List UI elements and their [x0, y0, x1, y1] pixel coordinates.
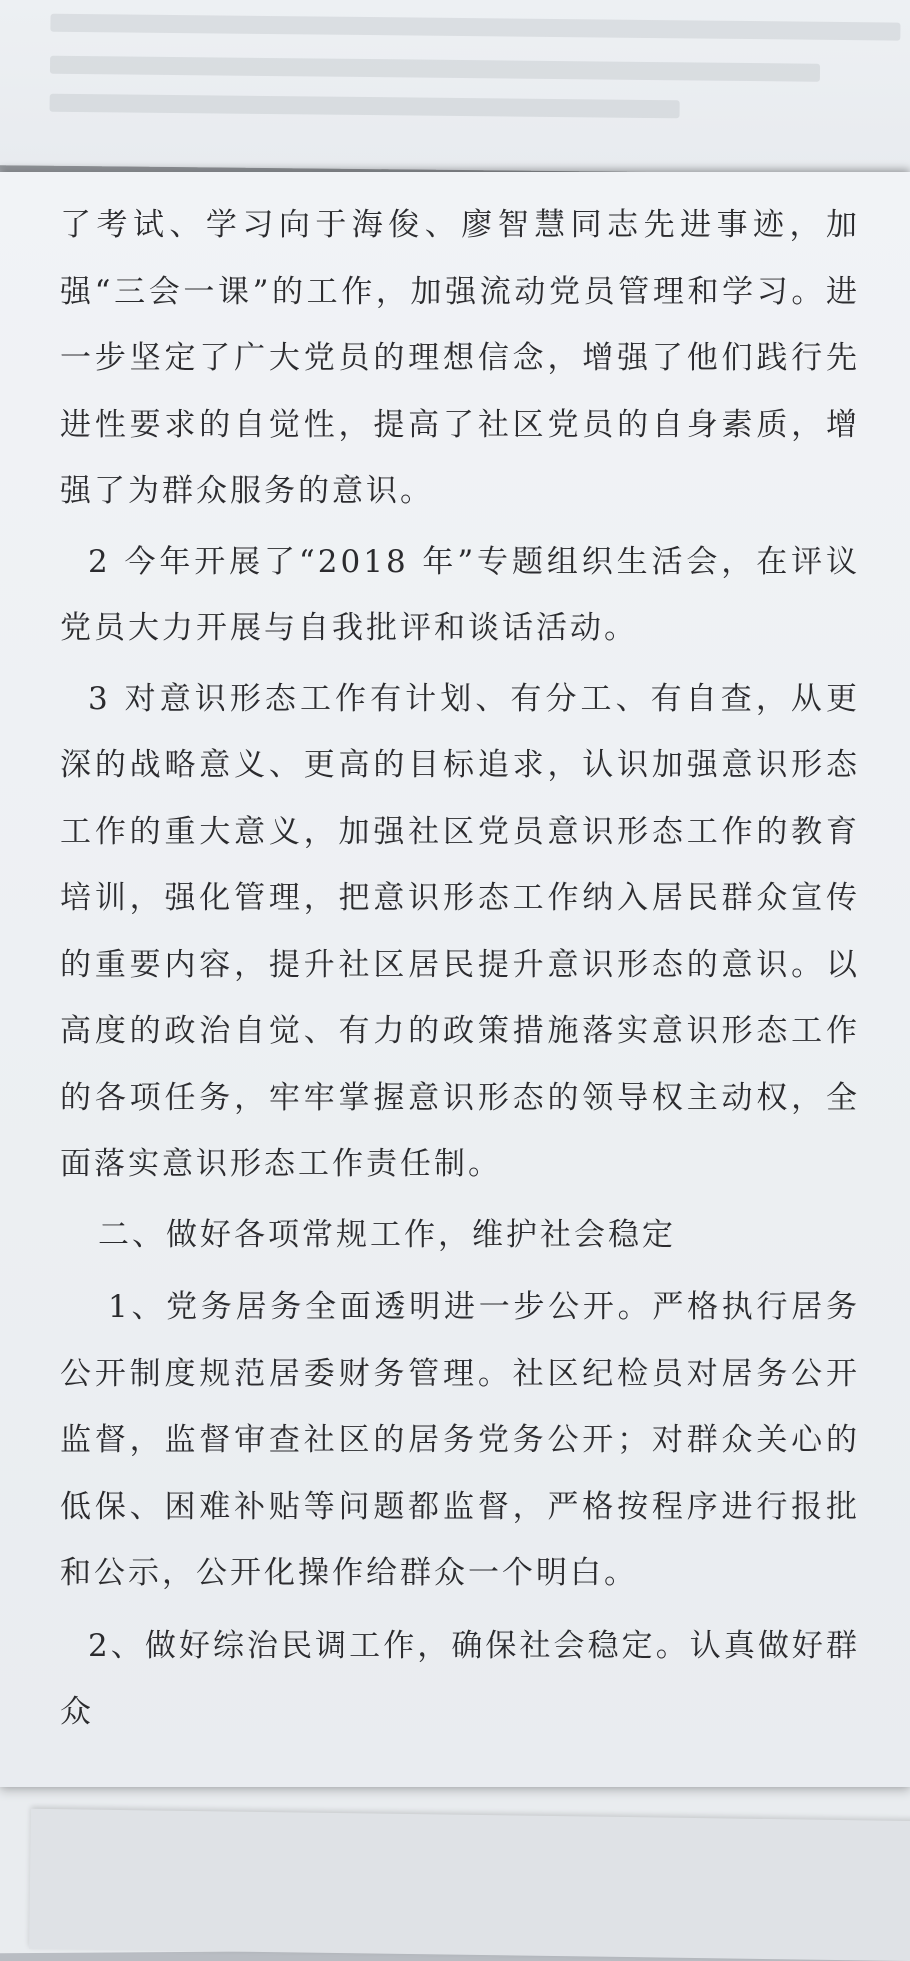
document-page [0, 172, 910, 1787]
section-heading-routine-work: 二、做好各项常规工作，维护社会稳定 [98, 1216, 676, 1253]
show-through-line [50, 94, 680, 119]
show-through-line [50, 14, 900, 41]
background-sheet-bottom-2 [29, 1809, 910, 1961]
paragraph-life-meeting: 2 今年开展了“2018 年”专题组织生活会，在评议党员大力开展与自我批评和谈话活动。 [60, 543, 860, 646]
paragraph-ideology-work: 3 对意识形态工作有计划、有分工、有自查，从更深的战略意义、更高的目标追求，认识加强意识形态工作的重大意义，加强社区党员意识形态工作的教育培训，强化管理，把意识形态工作纳入居民群众宣传的重要内容，提升社区居民提升意识形态的意识。以高度的政治自觉、有力的政策措施落实意识形态工作的各项任务，牢牢掌握意识形态的领导权主动权，全面落实意识形态工作责任制。 [60, 680, 860, 1182]
paragraph-party-study: 了考试、学习向于海俊、廖智慧同志先进事迹，加强“三会一课”的工作，加强流动党员管理和学习。进一步坚定了广大党员的理想信念，增强了他们践行先进性要求的自觉性，提高了社区党员的自身素质，增强了为群众服务的意识。 [60, 207, 860, 509]
background-sheet-top [0, 0, 910, 175]
paragraph-stability-work: 2、做好综治民调工作，确保社会稳定。认真做好群众 [60, 1627, 860, 1730]
paragraph-affairs-disclosure: 1、党务居务全面透明进一步公开。严格执行居务公开制度规范居委财务管理。社区纪检员对居务公开监督，监督审查社区的居务党务公开；对群众关心的低保、困难补贴等问题都监督，严格按程序进行报批和公示，公开化操作给群众一个明白。 [60, 1289, 860, 1591]
show-through-line [50, 56, 820, 82]
document-body [60, 192, 860, 1746]
